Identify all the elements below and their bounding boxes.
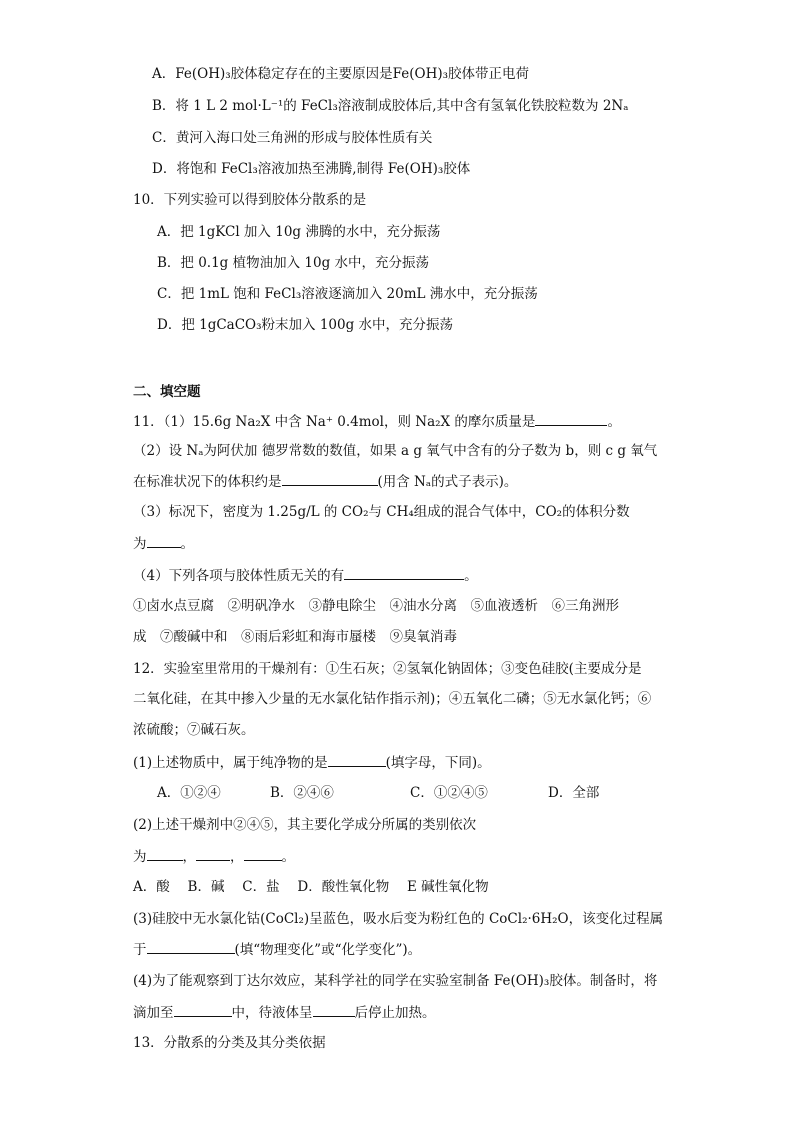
q12-stem-line1: 12．实验室里常用的干燥剂有：①生石灰；②氢氧化钠固体；③变色硅胶(主要成分是 <box>133 661 642 677</box>
q12-stem-line2: 二氧化硅，在其中掺入少量的无水氯化钴作指示剂)；④五氧化二磷；⑤无水氯化钙；⑥ <box>133 691 652 707</box>
q12-part3-hint: (填“物理变化”或“化学变化”)。 <box>234 942 422 958</box>
q12-part1 <box>133 752 491 773</box>
q12-part3-line2 <box>133 939 421 960</box>
q12-choice-c: C．①②④⑤ <box>410 785 488 801</box>
q10-option-d: D．把 1gCaCO₃粉末加入 100g 水中，充分振荡 <box>157 317 454 333</box>
q12-part2-end: 。 <box>281 849 295 865</box>
q12-part2-line1: (2)上述干燥剂中②④⑤，其主要化学成分所属的类别依次 <box>133 817 477 833</box>
q12-part4-blank-2[interactable] <box>313 1002 355 1017</box>
q12-categories: A．酸 B．碱 C．盐 D．酸性氧化物 E 碱性氧化物 <box>133 879 489 895</box>
q12-part4-line2 <box>133 1002 436 1023</box>
q9-option-b: B．将 1 L 2 mol·L⁻¹的 FeCl₃溶液制成胶体后,其中含有氢氧化铁胶粒数为 2Nₐ <box>152 98 629 114</box>
q12-part1-hint: (填字母，下同)。 <box>385 755 491 771</box>
q11-part2-hint: (用含 Nₐ的式子表示)。 <box>377 474 518 490</box>
q10-option-b: B．把 0.1g 植物油加入 10g 水中，充分振荡 <box>157 255 430 271</box>
q12-part3-text: 于 <box>133 942 147 958</box>
q11-part3-end: 。 <box>180 536 194 552</box>
q12-choice-b: B．②④⑥ <box>270 785 334 801</box>
q11-items-line2: 成 ⑦酸碱中和 ⑧雨后彩虹和海市蜃楼 ⑨臭氧消毒 <box>133 629 457 645</box>
q12-part1-text: (1)上述物质中，属于纯净物的是 <box>133 755 328 771</box>
q11-part4-text: （4）下列各项与胶体性质无关的有 <box>133 568 345 584</box>
q11-part3-blank[interactable] <box>147 533 181 548</box>
q11-part2-line1: （2）设 Nₐ为阿伏加 德罗常数的数值，如果 a g 氧气中含有的分子数为 b，则 c g 氧气 <box>133 443 658 459</box>
q11-part1-text: 11．（1）15.6g Na₂X 中含 Na⁺ 0.4mol，则 Na₂X 的摩尔质量是 <box>133 414 536 430</box>
q12-part4-text-2: 中，待液体呈 <box>231 1005 313 1021</box>
q12-stem-line3: 浓硫酸；⑦碱石灰。 <box>133 722 255 738</box>
q12-choice-a: A．①②④ <box>157 785 221 801</box>
q12-part4-line1: (4)为了能观察到丁达尔效应，某科学社的同学在实验室制备 Fe(OH)₃胶体。制备时，将 <box>133 973 658 989</box>
q10-option-c: C．把 1mL 饱和 FeCl₃溶液逐滴加入 20mL 沸水中，充分振荡 <box>157 286 538 302</box>
q12-part3-blank[interactable] <box>147 939 235 954</box>
q11-part4-end: 。 <box>464 568 478 584</box>
q13-stem: 13．分散系的分类及其分类依据 <box>133 1035 326 1051</box>
q12-part2-blank-3[interactable] <box>244 846 282 861</box>
q10-stem: 10．下列实验可以得到胶体分散系的是 <box>133 192 367 208</box>
q11-part1 <box>133 411 621 432</box>
q11-part4 <box>133 565 478 586</box>
q12-choice-d: D．全部 <box>548 785 600 801</box>
q12-part2-blank-1[interactable] <box>147 846 183 861</box>
q11-part3-line2 <box>133 533 194 554</box>
q11-part2-line2 <box>133 471 517 492</box>
q11-part3-text: 为 <box>133 536 147 552</box>
q10-option-a: A．把 1gKCl 加入 10g 沸腾的水中，充分振荡 <box>157 224 441 240</box>
q12-part4-text-3: 后停止加热。 <box>354 1005 436 1021</box>
q12-part2-blank-2[interactable] <box>196 846 230 861</box>
q12-part4-text-1: 滴加至 <box>133 1005 174 1021</box>
q12-part2-line2 <box>133 846 295 867</box>
q12-part2-sep-1: ， <box>182 849 196 865</box>
q11-part1-end: 。 <box>607 414 621 430</box>
q11-part1-blank[interactable] <box>535 411 607 426</box>
q11-items-line1: ①卤水点豆腐 ②明矾净水 ③静电除尘 ④油水分离 ⑤血液透析 ⑥三角洲形 <box>133 598 619 614</box>
section-title: 二、填空题 <box>133 384 201 400</box>
q11-part4-blank[interactable] <box>344 565 464 580</box>
q12-part4-blank-1[interactable] <box>174 1002 232 1017</box>
q12-part1-blank[interactable] <box>328 752 386 767</box>
q12-part3-line1: (3)硅胶中无水氯化钴(CoCl₂)呈蓝色，吸水后变为粉红色的 CoCl₂·6H₂O，该变化过程属 <box>133 911 664 927</box>
q9-option-a: A．Fe(OH)₃胶体稳定存在的主要原因是Fe(OH)₃胶体带正电荷 <box>152 66 530 82</box>
q11-part2-text: 在标准状况下的体积约是 <box>133 474 282 490</box>
q11-part2-blank[interactable] <box>282 471 378 486</box>
q11-part3-line1: （3）标况下，密度为 1.25g/L 的 CO₂与 CH₄组成的混合气体中，CO₂的体积分数 <box>133 504 630 520</box>
q12-part2-sep-2: ， <box>230 849 244 865</box>
q9-option-d: D．将饱和 FeCl₃溶液加热至沸腾,制得 Fe(OH)₃胶体 <box>152 161 471 177</box>
q9-option-c: C．黄河入海口处三角洲的形成与胶体性质有关 <box>152 130 433 146</box>
q12-part2-text: 为 <box>133 849 147 865</box>
